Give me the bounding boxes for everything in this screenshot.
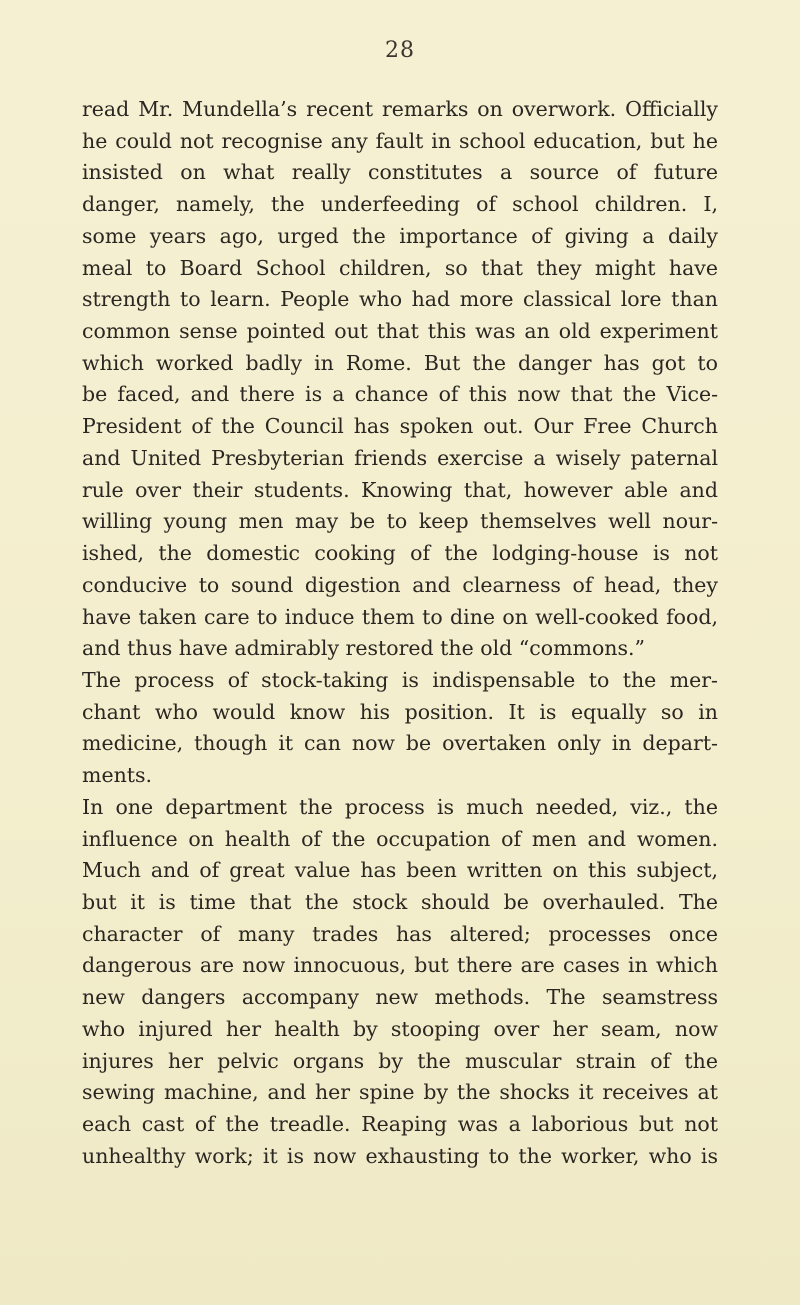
text-line: injures her pelvic organs by the muscular strain of the — [82, 1048, 718, 1073]
text-line: influence on health of the occupation of men and women. — [82, 826, 718, 851]
text-line: ments. — [82, 763, 153, 788]
text-line: President of the Council has spoken out. Our Free Church — [82, 414, 718, 439]
text-line: and United Presbyterian friends exercise a wisely paternal — [82, 445, 718, 470]
text-line: ished, the domestic cooking of the lodging-house is not — [82, 541, 718, 566]
text-line: The process of stock-taking is indispensable to the mer- — [82, 667, 718, 692]
text-line: In one department the process is much needed, viz., the — [82, 794, 718, 819]
text-line: conducive to sound digestion and clearness of head, they — [82, 572, 718, 597]
text-line: which worked badly in Rome. But the danger has got to — [82, 350, 718, 375]
text-line: common sense pointed out that this was an old experiment — [82, 319, 718, 344]
text-line: meal to Board School children, so that they might have — [82, 255, 718, 280]
text-line: who injured her health by stooping over her seam, now — [82, 1016, 718, 1041]
text-line: sewing machine, and her spine by the shocks it receives at — [82, 1080, 718, 1105]
text-line: medicine, though it can now be overtaken only in depart- — [82, 731, 718, 756]
page-number: 28 — [385, 38, 415, 63]
body-text — [82, 94, 718, 1172]
text-line: and thus have admirably restored the old “commons.” — [82, 636, 646, 661]
text-line: be faced, and there is a chance of this now that the Vice- — [82, 382, 718, 407]
text-line: dangerous are now innocuous, but there are cases in which — [82, 953, 718, 978]
text-line: read Mr. Mundella’s recent remarks on overwork. Officially — [82, 97, 718, 121]
text-line: chant who would know his position. It is equally so in — [82, 699, 718, 724]
text-line: willing young men may be to keep themselves well nour- — [82, 509, 718, 534]
text-line: he could not recognise any fault in school education, but he — [82, 128, 718, 153]
text-line: new dangers accompany new methods. The seamstress — [82, 985, 718, 1010]
text-line: strength to learn. People who had more classical lore than — [82, 287, 718, 312]
text-line: but it is time that the stock should be overhauled. The — [82, 889, 718, 914]
text-line: have taken care to induce them to dine on well-cooked food, — [82, 604, 718, 629]
text-line: insisted on what really constitutes a source of future — [82, 160, 718, 185]
text-line: some years ago, urged the importance of giving a daily — [82, 223, 718, 248]
text-line: each cast of the treadle. Reaping was a laborious but not — [82, 1112, 718, 1136]
text-line: Much and of great value has been written on this subject, — [82, 858, 718, 883]
text-line: rule over their students. Knowing that, however able and — [82, 477, 718, 502]
text-line: character of many trades has altered; processes once — [82, 921, 718, 946]
text-line: unhealthy work; it is now exhausting to the worker, who is — [82, 1143, 718, 1168]
text-line: danger, namely, the underfeeding of school children. I, — [82, 192, 718, 217]
